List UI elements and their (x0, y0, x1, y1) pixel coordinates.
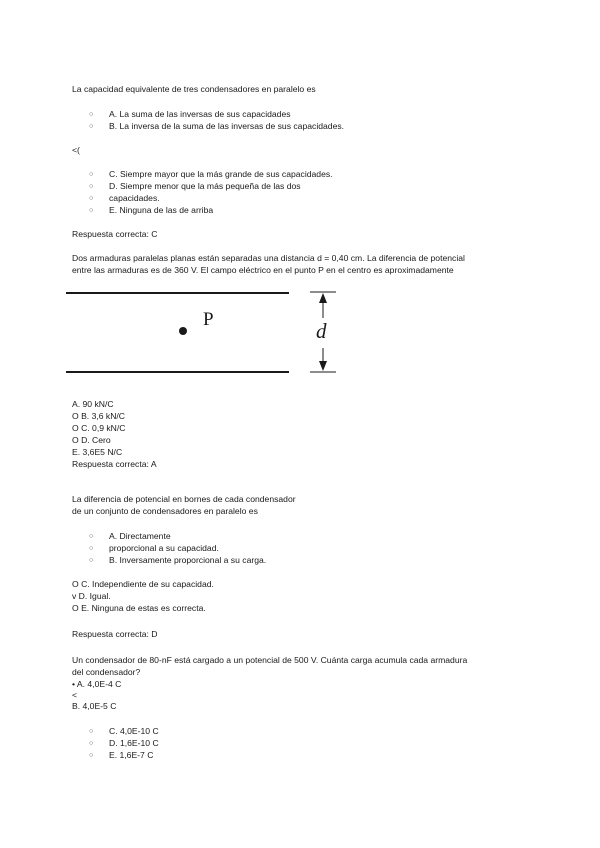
q2-answer: Respuesta correcta: A (72, 459, 157, 469)
q1-answer: Respuesta correcta: C (72, 229, 158, 239)
question-3-prompt-line2: de un conjunto de condensadores en paralelo es (72, 506, 258, 516)
q4-option-c: C. 4,0E-10 C (109, 726, 159, 736)
point-p-dot (179, 327, 187, 335)
q4-option-b: B. 4,0E-5 C (72, 701, 117, 711)
question-2-prompt-line1: Dos armaduras paralelas planas están separadas una distancia d = 0,40 cm. La diferencia de potencial (72, 253, 465, 263)
bullet-icon: ○ (89, 533, 94, 540)
q3-option-a: A. Directamente (109, 531, 171, 541)
q1-option-d: D. Siempre menor que la más pequeña de las dos (109, 181, 301, 191)
distance-label: d (316, 319, 327, 343)
question-4-prompt-line1: Un condensador de 80-nF está cargado a un potencial de 500 V. Cuánta carga acumula cada armadura (72, 655, 468, 665)
q2-option-e: E. 3,6E5 N/C (72, 447, 123, 457)
bullet-icon: ○ (89, 195, 94, 202)
question-2-prompt-line2: entre las armaduras es de 360 V. El campo eléctrico en el punto P en el centro es aproximadamente (72, 265, 454, 275)
q4-mark: < (72, 690, 78, 700)
q3-answer: Respuesta correcta: D (72, 629, 158, 639)
bottom-plate (66, 371, 289, 373)
bullet-icon: ○ (89, 545, 94, 552)
bullet-icon: ○ (89, 557, 94, 564)
bullet-icon: ○ (89, 740, 94, 747)
q1-option-b: B. La inversa de la suma de las inversas de sus capacidades. (109, 121, 345, 131)
q3-option-c: O C. Independiente de su capacidad. (72, 579, 214, 589)
q2-option-d: O D. Cero (72, 435, 111, 445)
question-3-prompt-line1: La diferencia de potencial en bornes de cada condensador (72, 494, 296, 504)
q2-option-a: A. 90 kN/C (72, 399, 114, 409)
q2-option-c: O C. 0,9 kN/C (72, 423, 126, 433)
q3-option-b: B. Inversamente proporcional a su carga. (109, 555, 267, 565)
bullet-icon: ○ (89, 123, 94, 130)
bullet-icon: ○ (89, 728, 94, 735)
q4-option-e: E. 1,6E-7 C (109, 750, 154, 760)
q3-option-e: O E. Ninguna de estas es correcta. (72, 603, 206, 613)
q1-option-a: A. La suma de las inversas de sus capacidades (109, 109, 291, 119)
question-1-prompt: La capacidad equivalente de tres condensadores en paralelo es (72, 84, 316, 94)
q1-option-d-cont: capacidades. (109, 193, 160, 203)
q1-mark: <( (72, 145, 80, 155)
arrow-up-icon (319, 293, 327, 303)
point-p-label: P (203, 309, 214, 330)
q3-option-a-cont: proporcional a su capacidad. (109, 543, 219, 553)
q1-option-c: C. Siempre mayor que la más grande de sus capacidades. (109, 169, 333, 179)
q4-option-d: D. 1,6E-10 C (109, 738, 159, 748)
q4-option-a: • A. 4,0E-4 C (72, 679, 122, 689)
bullet-icon: ○ (89, 183, 94, 190)
question-4-prompt-line2: del condensador? (72, 667, 141, 677)
q2-option-b: O B. 3,6 kN/C (72, 411, 126, 421)
q3-option-d: v D. Igual. (72, 591, 111, 601)
bullet-icon: ○ (89, 171, 94, 178)
top-plate (66, 292, 289, 294)
bullet-icon: ○ (89, 111, 94, 118)
arrow-down-icon (319, 361, 327, 371)
q1-option-e: E. Ninguna de las de arriba (109, 205, 214, 215)
bullet-icon: ○ (89, 752, 94, 759)
bullet-icon: ○ (89, 207, 94, 214)
